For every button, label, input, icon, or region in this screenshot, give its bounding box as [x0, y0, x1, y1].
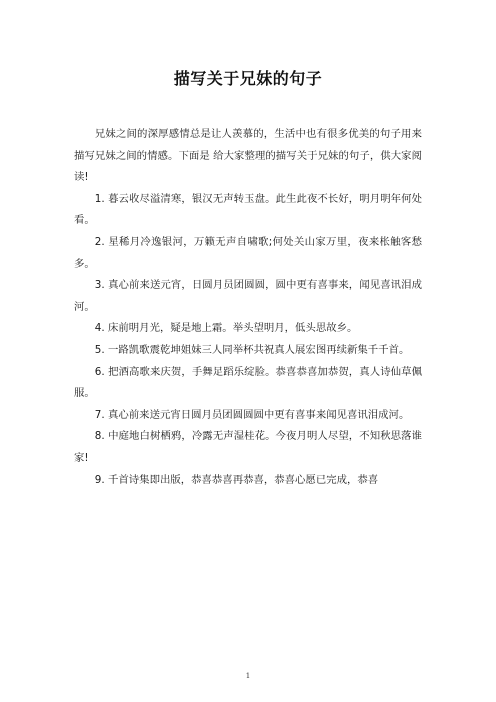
intro-paragraph: 兄妹之间的深厚感情总是让人羡慕的，生活中也有很多优美的句子用来描写兄妹之间的情感。下面是 给大家整理的描写关于兄妹的句子，供大家阅读!: [74, 128, 422, 184]
list-item-9: 9. 千首诗集即出版，恭喜恭喜再恭喜，恭喜心愿已完成，恭喜: [94, 473, 379, 486]
list-item-8: 8. 中庭地白树栖鸦，冷露无声湿桂花。今夜月明人尽望，不知秋思落谁家!: [74, 430, 422, 464]
list-item-5: 5. 一路凯歌震乾坤姐妹三人同举杯共祝真人展宏图再续新集千千首。: [94, 343, 410, 356]
page-number: 1: [245, 672, 251, 680]
list-item-2: 2. 星稀月冷逸银河，万籁无声自啸歌;何处关山家万里，夜来枨触客愁多。: [74, 235, 422, 270]
list-item-1: 1. 暮云收尽溢清寒，银汉无声转玉盘。此生此夜不长好，明月明年何处看。: [74, 192, 422, 227]
list-item-7: 7. 真心前来送元宵日圆月员团圆圆圆中更有喜事来闻见喜讯泪成河。: [94, 408, 410, 421]
list-item-4: 4. 床前明月光，疑是地上霜。举头望明月，低头思故乡。: [94, 322, 358, 335]
list-item-3: 3. 真心前来送元宵，日圆月员团圆圆，圆中更有喜事来，闻见喜讯泪成河。: [74, 279, 422, 313]
document-body: [74, 124, 422, 491]
document-title: 描写关于兄妹的句子: [173, 69, 323, 88]
list-item-6: 6. 把酒高歌来庆贺，手舞足蹈乐绽脸。恭喜恭喜加恭贺，真人诗仙草佩服。: [74, 365, 422, 400]
